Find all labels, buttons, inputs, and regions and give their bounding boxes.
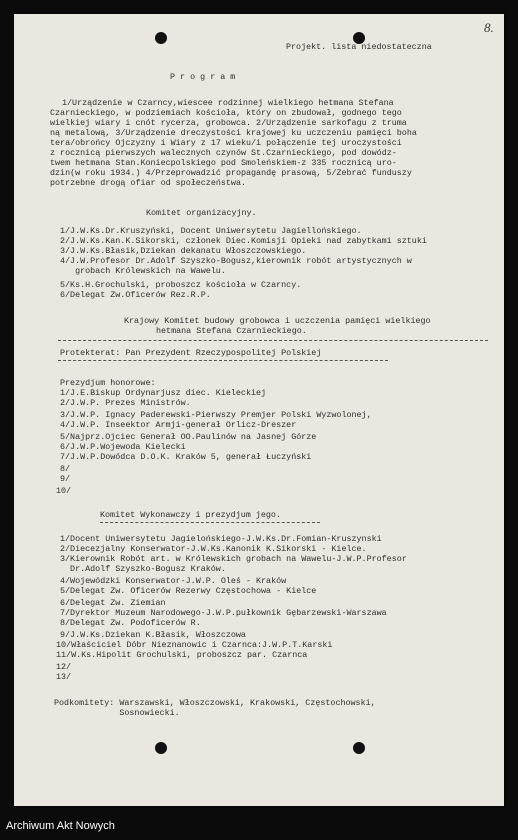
protectorate: Protekterat: Pan Prezydent Rzeczypospolitej Polskiej	[60, 348, 322, 358]
program-line: Czarnieckiego, w podziemiach kościoła, który on zbudował, godnego tego	[50, 108, 402, 118]
list-item: 10/	[56, 486, 72, 496]
document-page	[14, 14, 504, 806]
list-item: 5/Delegat Zw. Oficerów Rezerwy Częstochowa - Kielce	[60, 586, 317, 596]
divider	[100, 522, 320, 523]
list-item: 7/J.W.P.Dowódca D.O.K. Kraków 5, generał Łuczyński	[60, 452, 312, 462]
divider	[58, 360, 388, 361]
program-line: z rocznicą pierwszych walecznych czynów St.Czarnieckiego, pod dowódz-	[50, 148, 397, 158]
org-committee-title: Komitet organizacyjny.	[146, 208, 257, 218]
list-item: 7/Dyrektor Muzeum Narodowego-J.W.P.pułkownik Gębarzewski-Warszawa	[60, 608, 387, 618]
list-item: 6/J.W.P.Wojewoda Kielecki	[60, 442, 186, 452]
punch-hole	[155, 742, 167, 754]
divider	[58, 340, 488, 341]
list-item: 11/W.Ks.Hipolit Grochulski, proboszcz par. Czarnca	[56, 650, 308, 660]
list-item: 1/Docent Uniwersytetu Jagielońskiego-J.W.Ks.Dr.Fomian-Kruszynski	[60, 534, 382, 544]
list-item: 4/Wojewódzki Konserwator-J.W.P. Oleś - Kraków	[60, 576, 287, 586]
list-item: 6/Delegat Zw.Oficerów Rez.R.P.	[60, 290, 211, 300]
executive-committee-title: Komitet Wykonawczy i prezydjum jego.	[100, 510, 281, 520]
list-item: 1/J.E.Biskup Ordynarjusz diec. Kieleckiej	[60, 388, 267, 398]
list-item: 4/J.W.Profesor Dr.Adolf Szyszko-Bogusz,kierownik robót artystycznych w	[60, 256, 412, 266]
list-item: 2/J.W.Ks.Kan.K.Sikorski, członek Diec.Komisji Opieki nad zabytkami sztuki	[60, 236, 427, 246]
list-item: 3/J.W.Ks.Błasik,Dziekan dekanatu Włoszczowskiego.	[60, 246, 307, 256]
list-item: 8/	[60, 464, 71, 474]
program-line: 1/Urządzenie w Czarncy,wiescee rodzinnej wielkiego hetmana Stefana	[62, 98, 394, 108]
punch-hole	[155, 32, 167, 44]
punch-hole	[353, 742, 365, 754]
list-item: 3/Kierownik Robót art. w Królewskich grobach na Wawelu-J.W.P.Profesor	[60, 554, 407, 564]
program-line: twem hetmana Stan.Koniecpolskiego pod Smoleńskiem-z 335 rocznicą uro-	[50, 158, 397, 168]
list-item: 6/Delegat Zw. Ziemian	[60, 598, 166, 608]
list-item: 8/Delegat Zw. Podoficerów R.	[60, 618, 201, 628]
header-note: Projekt. lista niedostateczna	[286, 42, 432, 52]
program-line: wielkiej wiary i cnót rycerza, grobowca. 2/Urządzenie sarkofagu z truma	[50, 118, 407, 128]
list-item: 3/J.W.P. Ignacy Paderewski-Pierwszy Premjer Polski Wyzwolonej,	[60, 410, 372, 420]
program-line: potrzebne drogą ofiar od społeczeństwa.	[50, 178, 247, 188]
list-item: Dr.Adolf Szyszko-Bogusz Kraków.	[60, 564, 226, 574]
list-item: 9/	[60, 474, 71, 484]
program-line: ną metalową, 3/Urządzenie dreczystości krajowej ku uczczeniu pamięci boha	[50, 128, 417, 138]
program-line: dzin(w roku 1934.) 4/Przeprowadzić propagandę prasową, 5/Zebrać funduszy	[50, 168, 412, 178]
list-item: grobach Królewskich na Wawelu.	[60, 266, 226, 276]
page-number: 8.	[484, 20, 494, 35]
program-title: P r o g r a m	[170, 72, 236, 82]
list-item: 10/Właściciel Dóbr Nieznanowic i Czarnca:J.W.P.T.Karski	[56, 640, 333, 650]
list-item: 5/Ks.H.Grochulski, proboszcz kościoła w Czarncy.	[60, 280, 302, 290]
list-item: 12/	[56, 662, 72, 672]
subcommittees-line: Sosnowiecki.	[54, 708, 180, 718]
list-item: 9/J.W.Ks.Dziekan K.Błasik, Włoszczowa	[60, 630, 246, 640]
archive-footer: Archiwum Akt Nowych	[6, 820, 115, 832]
honorary-presidium-title: Prezydjum honorowe:	[60, 378, 156, 388]
program-line: tera/obrońcy Ojczyzny i Wiary z 17 wieku/i połączenie tej uroczystości	[50, 138, 402, 148]
list-item: 4/J.W.P. Inseektor Armji-generał Orlicz-Dreszer	[60, 420, 297, 430]
national-committee-title: hetmana Stefana Czarnieckiego.	[156, 326, 307, 336]
list-item: 2/J.W.P. Prezes Ministrów.	[60, 398, 191, 408]
list-item: 13/	[56, 672, 72, 682]
list-item: 1/J.W.Ks.Dr.Kruszyński, Docent Uniwersytetu Jagiellońskiego.	[60, 226, 362, 236]
national-committee-title: Krajowy Komitet budowy grobowca i uczczenia pamięci wielkiego	[124, 316, 431, 326]
list-item: 5/Najprz.Ojciec Generał OO.Paulinów na Jasnej Górze	[60, 432, 317, 442]
list-item: 2/Diecezjalny Konserwator-J.W.Ks.Kanonik K.Sikorski - Kielce.	[60, 544, 367, 554]
subcommittees-line: Podkomitety: Warszawski, Włoszczowski, Krakowski, Częstochowski,	[54, 698, 376, 708]
